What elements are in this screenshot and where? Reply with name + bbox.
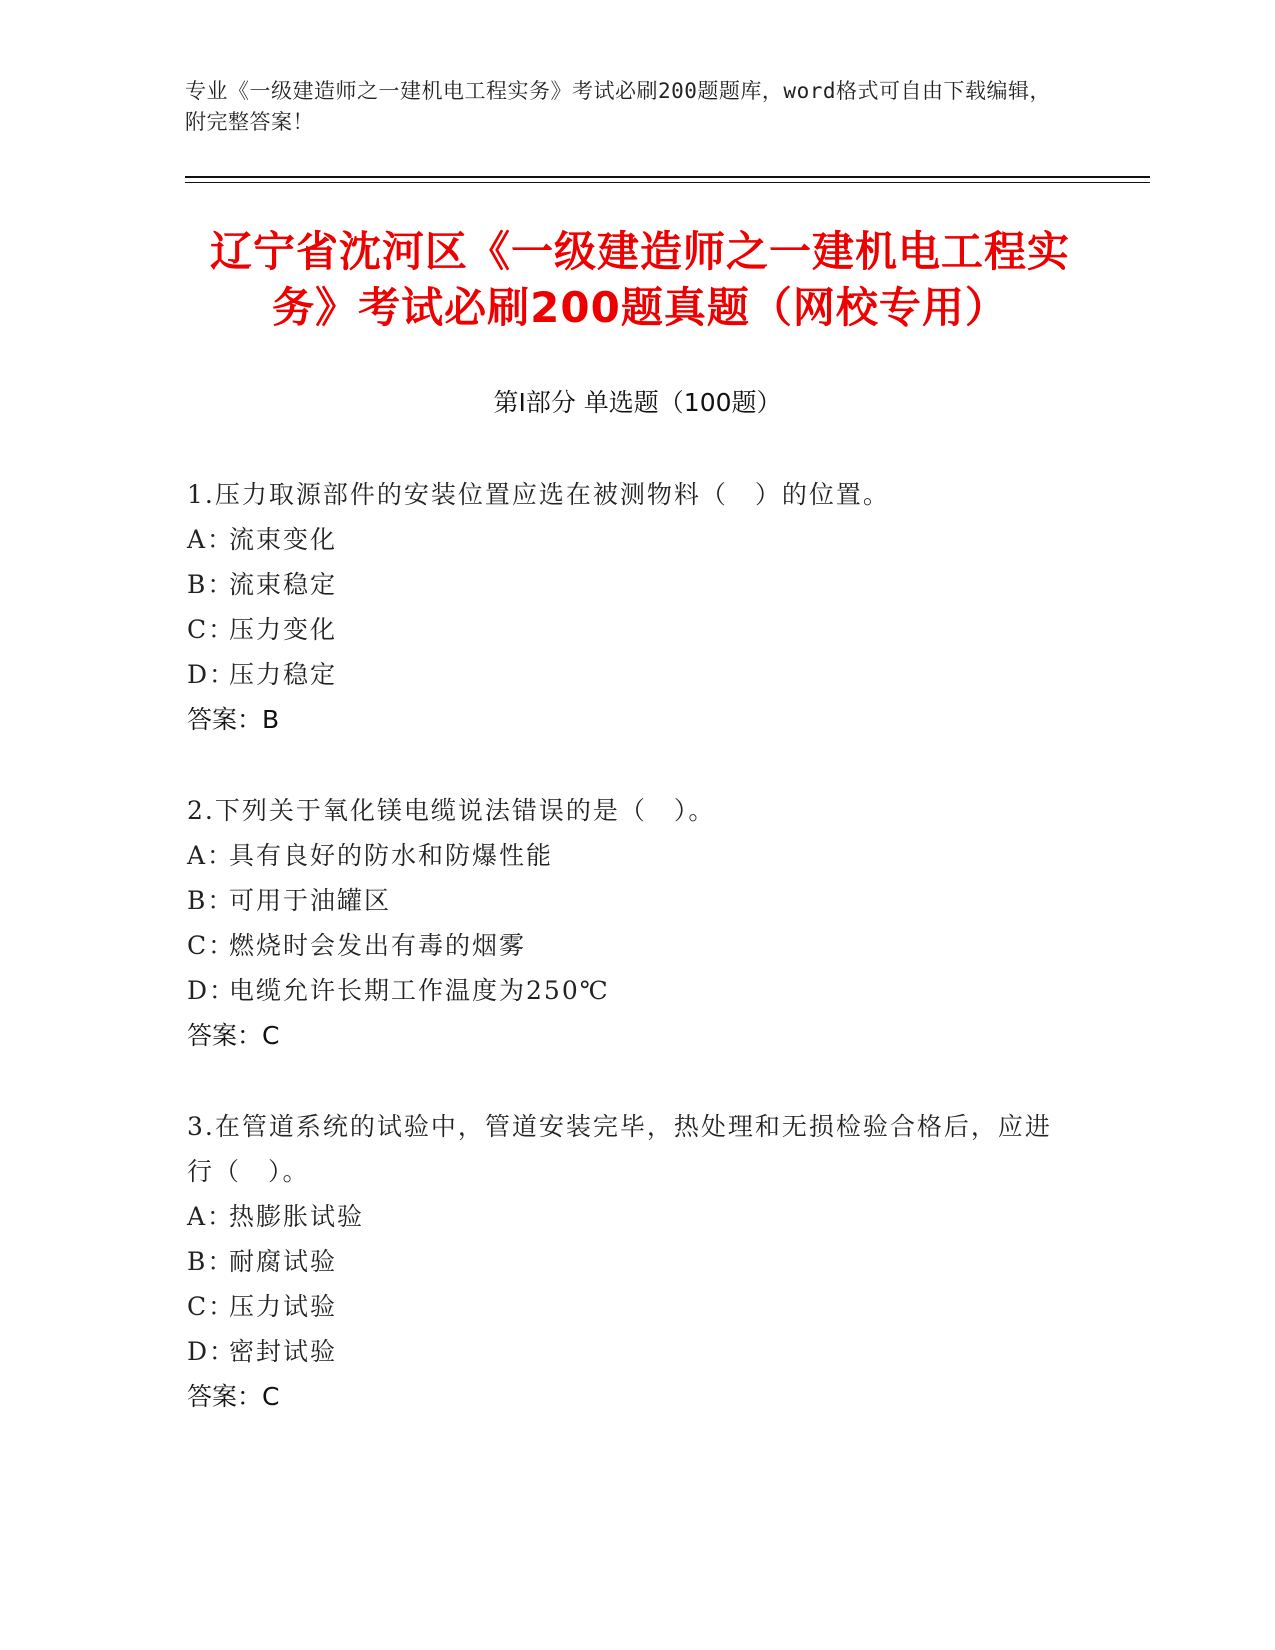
question-stem: 1.压力取源部件的安装位置应选在被测物料（ ）的位置。 [187,480,890,509]
option-a [187,833,1067,878]
option-key: D： [187,660,237,689]
question-3 [187,1104,1067,1419]
option-key: B： [187,1247,235,1276]
option-text: 电缆允许长期工作温度为250℃ [229,976,610,1005]
option-text: 燃烧时会发出有毒的烟雾 [229,931,527,960]
option-key: D： [187,1337,237,1366]
option-b [187,562,1067,607]
option-key: A： [187,525,235,554]
option-text: 热膨胀试验 [229,1202,365,1231]
question-stem: 3.在管道系统的试验中，管道安装完毕，热处理和无损检验合格后，应进行（ ）。 [187,1112,1052,1186]
option-b [187,1239,1067,1284]
option-d [187,652,1067,697]
option-key: C： [187,615,236,644]
option-text: 压力试验 [229,1292,338,1321]
document-title: 辽宁省沈河区《一级建造师之一建机电工程实务》考试必刷200题真题（网校专用） [209,227,1070,332]
answer-label: 答案： [187,1021,263,1050]
option-d [187,968,1067,1013]
option-c [187,1284,1067,1329]
option-key: C： [187,931,236,960]
answer-label: 答案： [187,705,263,734]
question-1 [187,472,1067,742]
option-text: 压力变化 [229,615,338,644]
question-list [187,472,1067,1465]
option-text: 可用于油罐区 [229,886,392,915]
section-title: 第Ⅰ部分 单选题（100题） [493,388,782,417]
option-key: B： [187,570,235,599]
option-c [187,923,1067,968]
option-key: A： [187,1202,235,1231]
answer-value: C [262,1382,280,1411]
answer-value: C [262,1021,280,1050]
answer-label: 答案： [187,1382,263,1411]
answer-line [187,1374,1067,1419]
header-rule-thin [185,182,1150,183]
question-stem: 2.下列关于氧化镁电缆说法错误的是（ ）。 [187,796,716,825]
option-c [187,607,1067,652]
option-key: C： [187,1292,236,1321]
answer-value: B [262,705,280,734]
option-d [187,1329,1067,1374]
header-rule-thick [185,176,1150,178]
question-2 [187,788,1067,1058]
option-text: 压力稳定 [229,660,338,689]
option-key: D： [187,976,237,1005]
answer-line [187,1013,1067,1058]
option-b [187,878,1067,923]
option-text: 流束稳定 [229,570,338,599]
option-text: 耐腐试验 [229,1247,338,1276]
option-text: 密封试验 [229,1337,338,1366]
option-a [187,517,1067,562]
answer-line [187,697,1067,742]
option-a [187,1194,1067,1239]
option-text: 流束变化 [229,525,338,554]
header-note: 专业《一级建造师之一建机电工程实务》考试必刷200题题库，word格式可自由下载编辑，附完整答案！ [185,79,1051,134]
option-key: A： [187,841,235,870]
option-key: B： [187,886,235,915]
option-text: 具有良好的防水和防爆性能 [229,841,554,870]
